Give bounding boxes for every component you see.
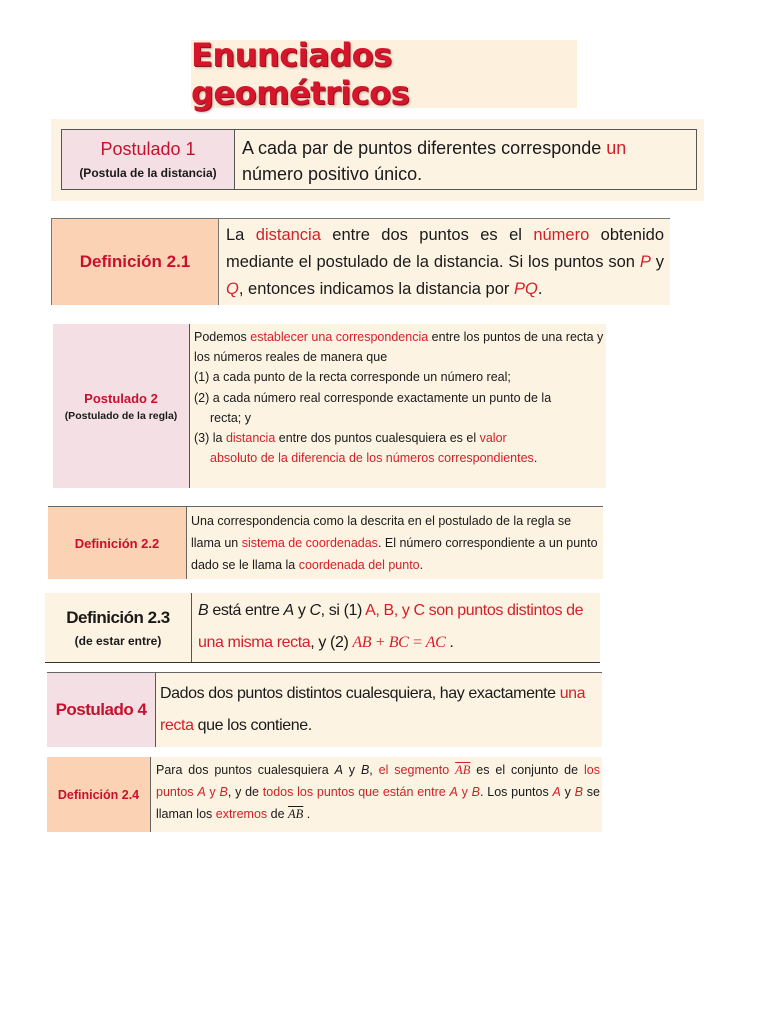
definicion-2-4-text: Para dos puntos cualesquiera — [156, 763, 335, 777]
definicion-2-3-point-b: B — [198, 602, 209, 619]
postulado-4-block — [47, 672, 602, 747]
definicion-2-1-text: . — [537, 280, 543, 298]
definicion-2-3-term: A, B, y C son puntos distintos de una misma recta — [198, 602, 584, 651]
postulado-1-body — [236, 130, 696, 189]
definicion-2-2-label: Definición 2.2 — [74, 535, 160, 551]
definicion-2-2-term: coordenada del punto — [298, 558, 420, 572]
definicion-2-3-body — [192, 593, 600, 663]
definicion-2-4-point: A — [197, 785, 206, 799]
postulado-4-text: Dados dos puntos distintos cualesquiera, hay exactamente — [160, 685, 560, 702]
definicion-2-4-point: A — [334, 763, 343, 777]
definicion-2-4-term: todos los puntos que están entre — [262, 785, 450, 799]
definicion-2-3-text: , si (1) — [320, 602, 366, 619]
definicion-2-3-divider — [45, 662, 600, 663]
definicion-2-4-point: A — [449, 785, 458, 799]
postulado-2-item-3 — [194, 428, 604, 468]
definicion-2-1-text: obtenido mediante el postulado de la distancia. Si los puntos son — [226, 226, 664, 271]
definicion-2-4-text: , — [369, 763, 379, 777]
definicion-2-2-text: . — [419, 558, 424, 572]
definicion-2-4-label-cell — [47, 757, 151, 832]
postulado-1-label: Postulado 1 — [100, 139, 196, 159]
definicion-2-4-term: los puntos — [156, 763, 600, 799]
definicion-2-4-text: es el conjunto de — [470, 763, 584, 777]
definicion-2-1-term-distancia: distancia — [255, 226, 321, 244]
definicion-2-4-text: y — [560, 785, 575, 799]
postulado-2-term: absoluto de la diferencia de los números correspondientes — [210, 451, 534, 466]
definicion-2-4-text: se llaman los — [156, 785, 600, 821]
definicion-2-4-text: . — [303, 807, 311, 821]
postulado-2-sublabel: (Postulado de la regla) — [64, 409, 178, 422]
definicion-2-1-point-p: P — [639, 253, 651, 271]
definicion-2-4-segment: $\overline{AB}$ — [455, 763, 471, 777]
definicion-2-4-segment: $\overline{AB}$ — [288, 807, 304, 821]
postulado-2-text: Podemos — [194, 330, 251, 344]
postulado-4-term: una recta — [160, 685, 586, 734]
postulado-2-item-3-cont — [194, 448, 604, 468]
definicion-2-4-term: extremos — [215, 807, 268, 821]
postulado-2-label-cell — [53, 324, 190, 488]
definicion-2-3-point-c: C — [309, 602, 321, 619]
definicion-2-3-point-a: A — [283, 602, 294, 619]
definicion-2-3-block — [45, 593, 600, 663]
definicion-2-4-term: el segmento — [378, 763, 450, 777]
postulado-2-label: Postulado 2 — [84, 390, 158, 406]
postulado-2-text: entre los puntos de una recta y los números reales de manera que — [194, 330, 604, 365]
definicion-2-4-text: de — [267, 807, 289, 821]
definicion-2-3-equation: AB + BC = AC — [352, 634, 446, 651]
definicion-2-4-term: y — [205, 785, 220, 799]
definicion-2-1-label: Definición 2.1 — [79, 252, 191, 271]
page-title: Enunciados geométricos — [191, 36, 410, 112]
definicion-2-3-sublabel: (de estar entre) — [74, 634, 162, 648]
postulado-2-text: . — [533, 451, 538, 466]
definicion-2-4-point: B — [360, 763, 370, 777]
postulado-1-text-c: número positivo único. — [242, 164, 423, 184]
definicion-2-2-block — [48, 506, 603, 579]
definicion-2-4-text: . Los puntos — [479, 785, 553, 799]
definicion-2-4-label: Definición 2.4 — [57, 787, 140, 802]
definicion-2-3-text: . — [445, 634, 454, 651]
postulado-2-term: establecer una correspondencia — [250, 330, 429, 344]
definicion-2-1-pq: PQ — [514, 280, 538, 298]
definicion-2-1-text: , entonces indicamos la distancia por — [238, 280, 514, 298]
postulado-2-item-2-cont: recta; y — [210, 410, 251, 425]
postulado-2-term: distancia — [225, 431, 276, 446]
definicion-2-1-block — [51, 218, 670, 305]
definicion-2-2-text: . El número correspondiente a un punto dado se le llama la — [191, 536, 598, 572]
postulado-2-item-2-text: (2) a cada número real corresponde exactamente un punto de la — [194, 390, 552, 405]
definicion-2-4-text: y — [342, 763, 361, 777]
definicion-2-4-text: , y de — [227, 785, 263, 799]
definicion-2-4-point: B — [574, 785, 583, 799]
postulado-2-block — [53, 324, 606, 488]
postulado-4-body — [156, 673, 602, 747]
postulado-1-block — [51, 119, 704, 201]
definicion-2-3-text: , y (2) — [310, 634, 353, 651]
postulado-4-label: Postulado 4 — [55, 700, 147, 719]
title-banner — [191, 36, 577, 112]
postulado-1-sublabel: (Postula de la distancia) — [79, 166, 217, 180]
definicion-2-3-text: está entre — [208, 602, 284, 619]
postulado-2-item-2 — [194, 388, 604, 428]
postulado-2-term: valor — [479, 431, 507, 446]
definicion-2-1-term-numero: número — [533, 226, 590, 244]
definicion-2-4-block — [47, 757, 602, 832]
postulado-2-text: entre dos puntos cualesquiera es el — [275, 431, 480, 446]
postulado-2-body — [190, 324, 606, 488]
definicion-2-3-label: Definición 2.3 — [66, 608, 170, 627]
definicion-2-2-body — [187, 507, 603, 579]
postulado-2-intro — [194, 327, 604, 367]
definicion-2-1-label-cell — [52, 219, 219, 305]
postulado-2-item-1: (1) a cada punto de la recta corresponde un número real; — [194, 370, 511, 385]
postulado-4-text: que los contiene. — [193, 717, 312, 734]
postulado-1-text-a: A cada par de puntos diferentes corresponde — [242, 138, 607, 158]
definicion-2-2-text: Una correspondencia como la descrita en el postulado de la regla se llama un — [191, 514, 572, 550]
postulado-2-text: (3) la — [194, 431, 226, 446]
definicion-2-2-label-cell — [48, 507, 187, 579]
definicion-2-1-body — [219, 219, 670, 305]
definicion-2-4-point: B — [471, 785, 480, 799]
definicion-2-2-term: sistema de coordenadas — [241, 536, 378, 550]
definicion-2-1-text: y — [650, 253, 664, 271]
postulado-1-table — [61, 129, 697, 190]
postulado-4-label-cell — [47, 673, 156, 747]
definicion-2-3-label-cell — [45, 593, 192, 663]
definicion-2-4-point: A — [552, 785, 561, 799]
postulado-1-text-b: un — [606, 138, 627, 158]
definicion-2-1-text: entre dos puntos es el — [320, 226, 534, 244]
postulado-1-label-cell — [62, 130, 235, 189]
definicion-2-4-point: B — [219, 785, 228, 799]
definicion-2-4-body — [151, 757, 602, 832]
definicion-2-4-term: y — [457, 785, 472, 799]
definicion-2-1-text: La — [226, 226, 256, 244]
definicion-2-3-text: y — [293, 602, 310, 619]
definicion-2-1-point-q: Q — [226, 280, 239, 298]
